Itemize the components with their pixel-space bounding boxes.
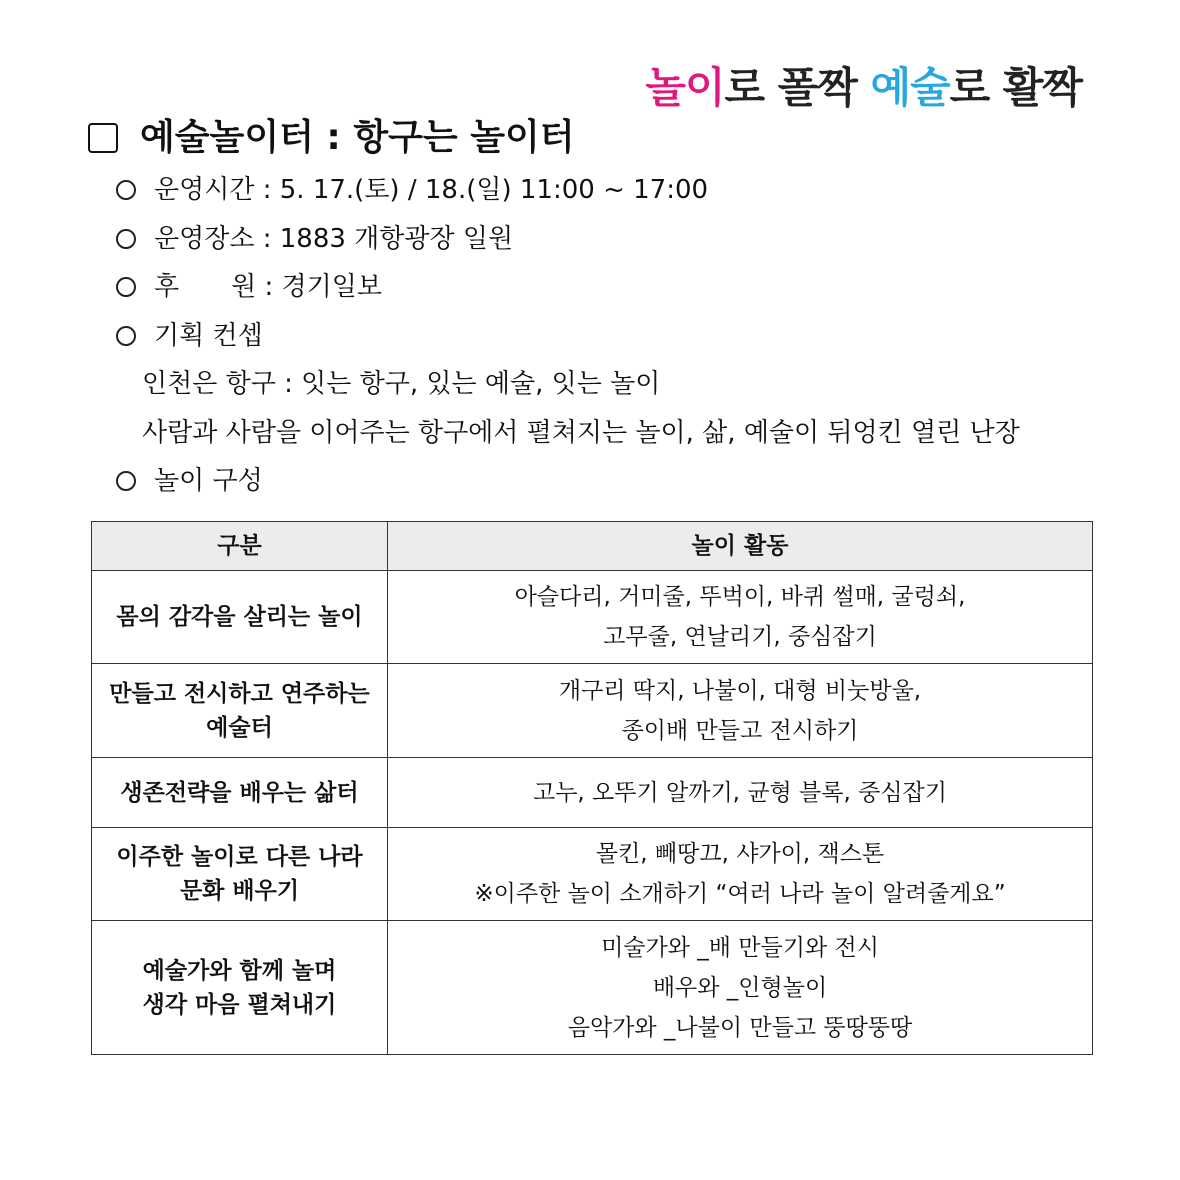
bullet-hours: [116, 166, 1020, 215]
activity-line: 고무줄, 연날리기, 중심잡기: [603, 624, 877, 650]
hours-text: 운영시간 : 5. 17.(토) / 18.(일) 11:00 ~ 17:00: [154, 175, 709, 205]
activities-cell: [388, 758, 1093, 828]
slogan-play: 놀이: [645, 63, 725, 112]
header-category: 구분: [92, 522, 388, 571]
table-row: [92, 758, 1093, 828]
circle-bullet-icon: [116, 471, 136, 491]
category-cell: [92, 664, 388, 758]
category-line: 몸의 감각을 살리는 놀이: [116, 604, 363, 630]
circle-bullet-icon: [116, 277, 136, 297]
sponsor-text: 후 원 : 경기일보: [154, 272, 382, 302]
category-line: 생각 마음 펼쳐내기: [142, 991, 337, 1018]
activities-cell: [388, 828, 1093, 921]
table-row: [92, 664, 1093, 758]
activities-cell: [388, 921, 1093, 1055]
activity-line: 종이배 만들고 전시하기: [621, 717, 859, 744]
concept-text: 기획 컨셉: [154, 320, 263, 351]
bullet-composition: [116, 457, 1020, 506]
concept-line-2: 사람과 사람을 이어주는 항구에서 펼쳐지는 놀이, 삶, 예술이 뒤엉킨 열린 난장: [142, 417, 1020, 448]
play-composition-table: [91, 521, 1093, 1055]
slogan-bloom: 로 활짝: [949, 63, 1082, 112]
table-row: [92, 828, 1093, 921]
page-title-text: 예술놀이터 : 항구는 놀이터: [140, 117, 575, 158]
activity-line: 미술가와 _배 만들기와 전시: [601, 934, 879, 961]
activities-cell: [388, 664, 1093, 758]
category-line: 이주한 놀이로 다른 나라: [116, 844, 363, 870]
activity-line: 고누, 오뚜기 알까기, 균형 블록, 중심잡기: [533, 779, 947, 806]
slogan-art: 예술: [870, 63, 950, 112]
category-line: 예술터: [206, 714, 273, 741]
circle-bullet-icon: [116, 180, 136, 200]
category-cell: [92, 828, 388, 921]
bullet-place: [116, 215, 1020, 264]
activity-line: ※이주한 놀이 소개하기 “여러 나라 놀이 알려줄게요”: [474, 881, 1006, 907]
slogan-logo: [645, 58, 1082, 118]
info-bullets: [116, 166, 1020, 506]
activity-line: 배우와 _인형놀이: [652, 974, 828, 1001]
concept-line-1: 인천은 항구 : 잇는 항구, 있는 예술, 잇는 놀이: [142, 369, 661, 399]
bullet-concept: [116, 312, 1020, 361]
slogan-jump: 로 폴짝: [724, 63, 871, 112]
activities-cell: [388, 571, 1093, 664]
activity-line: 몰킨, 빼땅끄, 샤가이, 잭스톤: [595, 841, 885, 867]
category-cell: [92, 921, 388, 1055]
activity-line: 음악가와 _나불이 만들고 뚱땅뚱땅: [567, 1014, 913, 1041]
category-cell: [92, 571, 388, 664]
circle-bullet-icon: [116, 326, 136, 346]
table-row: [92, 921, 1093, 1055]
category-line: 생존전략을 배우는 삶터: [120, 779, 359, 806]
circle-bullet-icon: [116, 229, 136, 249]
table-row: [92, 571, 1093, 664]
category-line: 만들고 전시하고 연주하는: [109, 680, 370, 707]
page-title: [88, 112, 575, 164]
table-header-row: [92, 522, 1093, 571]
category-line: 예술가와 함께 놀며: [142, 957, 337, 984]
activity-line: 개구리 딱지, 나불이, 대형 비눗방울,: [558, 677, 922, 704]
checkbox-icon: [88, 123, 118, 153]
category-cell: [92, 758, 388, 828]
activity-line: 아슬다리, 거미줄, 뚜벅이, 바퀴 썰매, 굴렁쇠,: [514, 584, 966, 610]
place-text: 운영장소 : 1883 개항광장 일원: [154, 223, 514, 254]
composition-text: 놀이 구성: [154, 466, 263, 496]
category-line: 문화 배우기: [179, 878, 300, 904]
header-activities: 놀이 활동: [388, 522, 1093, 571]
bullet-sponsor: [116, 263, 1020, 312]
